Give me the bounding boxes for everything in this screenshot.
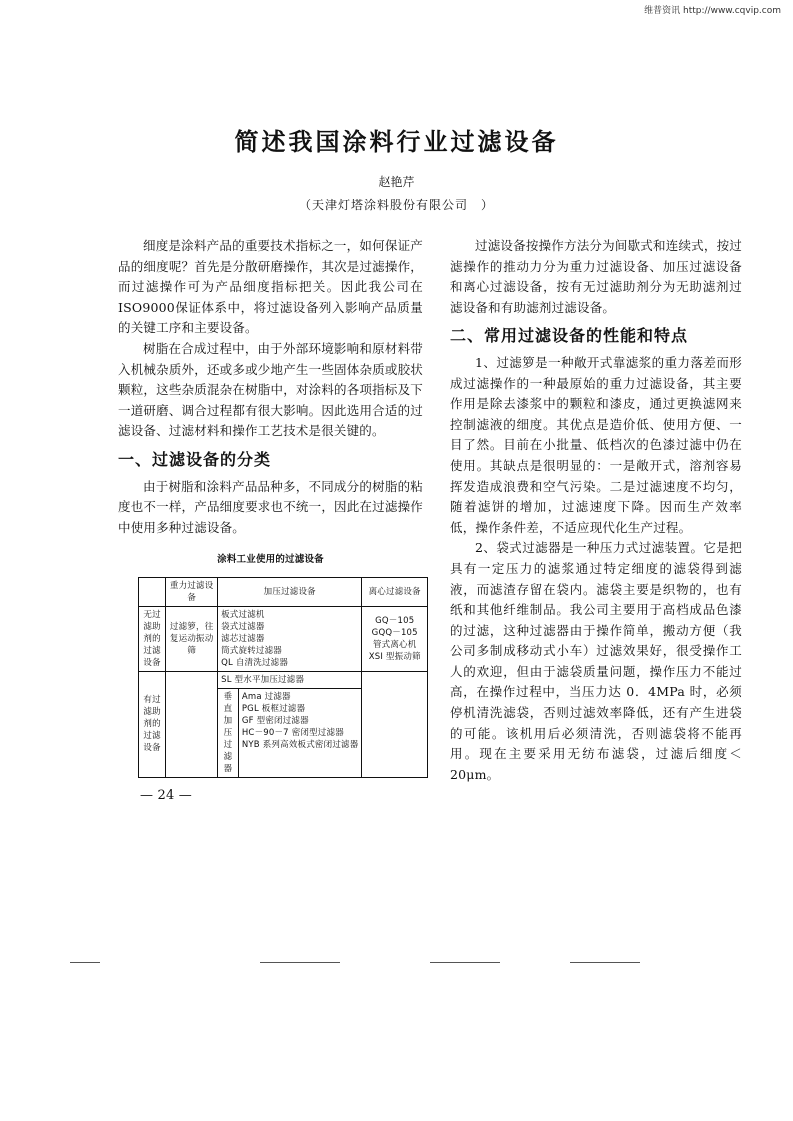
table-header: 加压过滤设备 [218, 577, 362, 606]
divider [260, 962, 340, 963]
paragraph: 由于树脂和涂料产品品种多，不同成分的树脂的粘度也不一样，产品细度要求也不统一，因此在过滤操作中使用多种过滤设备。 [118, 478, 423, 535]
section-heading-2: 二、常用过滤设备的性能和特点 [450, 326, 689, 346]
paragraph: 1、过滤箩是一种敞开式靠滤浆的重力落差而形成过滤操作的一种最原始的重力过滤设备，其主要作用是除去漆浆中的颗粒和漆皮，通过更换滤网来控制滤液的细度。其优点是造价低、使用方便、一目了然。目前在小批量、低档次的色漆过滤中仍在使用。其缺点是很明显的：一是敞开式，溶剂容易挥发造成浪费和空气污染。二是过滤速度不均匀，随着滤饼的增加，过滤速度下降。因而生产效率低，操作条件差，不适应现代化生产过程。 [450, 354, 742, 535]
divider [70, 962, 100, 963]
table-cell [166, 671, 218, 777]
list-item: 筒式旋转过滤器 [221, 645, 283, 656]
paragraph: 细度是涂料产品的重要技术指标之一，如何保证产品的细度呢？首先是分散研磨操作，其次是过滤操作，而过滤操作可为产品细度指标把关。因此我公司在ISO9000保证体系中，将过滤设备列入影响产品质量的关键工序和主要设备。 [118, 238, 423, 336]
paragraph: 2、袋式过滤器是一种压力式过滤装置。它是把具有一定压力的滤浆通过特定细度的滤袋得到滤液，而滤渣存留在袋内。滤袋主要是织物的，也有纸和其他纤维制品。我公司主要用于高档成品色漆的过滤，这种过滤器由于操作简单，搬动方便（我公司多制成移动式小车）过滤效果好，很受操作工人的欢迎，但由于滤袋质量问题，操作压力不能过高，在操作过程中，当压力达 0．4MPa 时，必须停机清洗滤袋，否则过滤效率降低，还有产生进袋的可能。该机用后必须清洗，否则滤袋将不能再用。现在主要采用无纺布滤袋，过滤后细度＜20μm。 [450, 540, 742, 782]
table-cell: SL 型水平加压过滤器 [218, 671, 362, 688]
list-item: HC－90－7 密闭型过滤器 [241, 727, 344, 738]
list-item: XSI 型振动筛 [368, 651, 421, 662]
table-cell: 垂直加压过滤器 [218, 688, 239, 777]
list-item: NYB 系列高效板式密闭过滤器 [241, 739, 359, 750]
table-cell [362, 671, 428, 777]
table-cell [362, 606, 428, 671]
paragraph: 树脂在合成过程中，由于外部环境影响和原材料带入机械杂质外，还或多或少地产生一些固体杂质或胶状颗粒，这些杂质混杂在树脂中，对涂料的各项指标及下一道研磨、调合过程都有很大影响。因此选用合适的过滤设备、过滤材料和操作工艺技术是很关键的。 [118, 340, 423, 439]
list-item: 滤芯过滤器 [221, 633, 265, 644]
watermark: 维普资讯 http://www.cqvip.com [644, 6, 781, 16]
table-cell [218, 606, 362, 671]
author: 赵艳芹 [378, 175, 415, 189]
table-caption: 涂料工业使用的过滤设备 [217, 554, 324, 566]
list-item: PGL 板框过滤器 [241, 703, 306, 714]
section-heading-1: 一、过滤设备的分类 [118, 449, 272, 469]
table-row-label: 有过滤助剂的过滤设备 [139, 671, 166, 777]
list-item: 板式过滤机 [221, 609, 265, 620]
list-item: GQQ－105 [371, 627, 418, 638]
divider [430, 962, 500, 963]
list-item: Ama 过滤器 [241, 691, 291, 702]
article-title: 简述我国涂料行业过滤设备 [234, 127, 559, 156]
table-row-label: 无过滤助剂的过滤设备 [139, 606, 166, 671]
left-column [118, 236, 423, 807]
right-column [450, 236, 742, 785]
list-item: GQ－105 [375, 615, 415, 626]
list-item: GF 型密闭过滤器 [241, 715, 309, 726]
paragraph: 过滤设备按操作方法分为间歇式和连续式，按过滤操作的推动力分为重力过滤设备、加压过滤设备和离心过滤设备，按有无过滤助剂分为无助滤剂过滤设备和有助滤剂过滤设备。 [450, 238, 742, 315]
list-item: 袋式过滤器 [221, 621, 265, 632]
equipment-table [138, 577, 428, 778]
table-header: 重力过滤设备 [166, 577, 218, 606]
list-item: QL 自清洗过滤器 [221, 657, 289, 668]
page-number: — 24 — [140, 787, 193, 803]
affiliation: （天津灯塔涂料股份有限公司 ） [298, 198, 494, 212]
table-header: 离心过滤设备 [362, 577, 428, 606]
table-cell [238, 688, 362, 777]
table-cell: 过滤箩，往复运动振动筛 [166, 606, 218, 671]
divider [570, 962, 640, 963]
list-item: 管式离心机 [372, 639, 417, 650]
table-corner [139, 577, 166, 606]
